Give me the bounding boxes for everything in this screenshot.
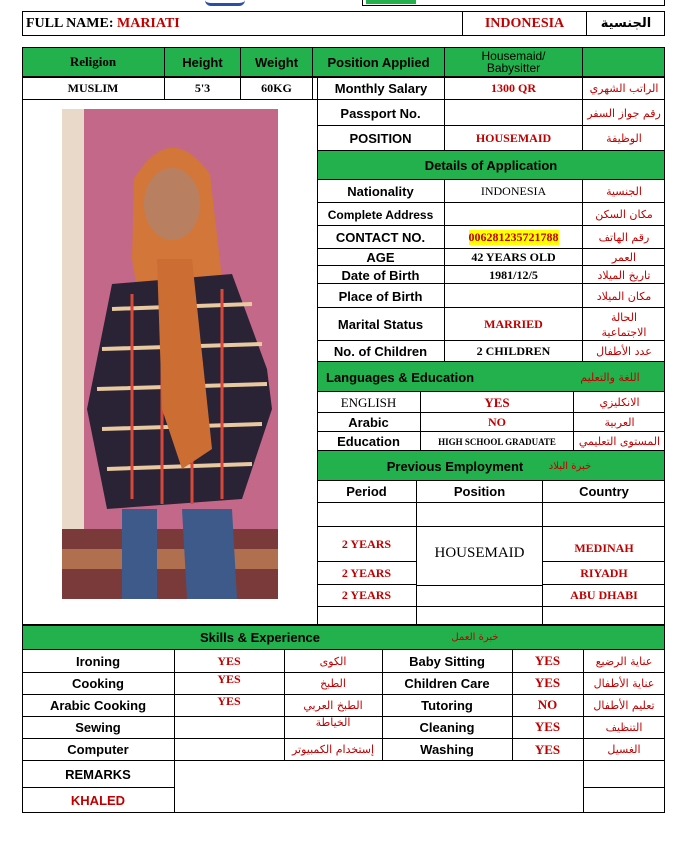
language-row <box>317 413 665 432</box>
nationality-header-value: INDONESIA <box>462 11 587 36</box>
skill-tutoring-value: NO <box>537 697 558 712</box>
languages-title: Languages & Education <box>326 369 475 385</box>
remarks-value: KHALED <box>70 792 126 808</box>
detail-row <box>317 203 665 226</box>
address-label: Complete Address <box>317 203 445 226</box>
height-value: 5'3 <box>165 77 241 100</box>
remarks-label: REMARKS <box>65 766 131 782</box>
employment-period: 2 YEARS <box>317 527 416 562</box>
full-name-cell <box>22 11 462 36</box>
passport-arabic: رقم جواز السفر <box>587 106 661 120</box>
details-grid <box>317 180 665 362</box>
skill-arabic-cooking-label: Arabic Cooking <box>49 697 147 713</box>
arabic-value: NO <box>421 413 574 432</box>
language-row <box>317 432 665 451</box>
skills-arabic: خبرة العمل <box>451 632 499 643</box>
pob-arabic: مكان الميلاد <box>596 289 652 303</box>
skill-sewing-value <box>174 716 284 738</box>
employment-country: MEDINAH <box>543 527 665 562</box>
header-position-applied: Position Applied <box>313 47 445 77</box>
skills-grid <box>22 650 665 761</box>
header-housemaid-babysitter: Housemaid/ Babysitter <box>445 47 583 77</box>
employment-header-period: Period <box>317 481 416 503</box>
arabic-label: Arabic <box>317 413 421 432</box>
detail-row <box>317 341 665 362</box>
full-name-value: MARIATI <box>117 15 180 31</box>
skill-cooking-label: Cooking <box>72 675 124 691</box>
languages-grid <box>317 392 665 451</box>
passport-label: Passport No. <box>317 100 445 126</box>
nationality-label: Nationality <box>317 180 445 203</box>
dob-value: 1981/12/5 <box>445 266 583 284</box>
skill-ironing-arabic: الكوى <box>319 654 347 668</box>
header-religion: Religion <box>22 47 165 77</box>
passport-value <box>445 100 583 126</box>
pob-value <box>445 284 583 308</box>
age-label: AGE <box>317 249 445 266</box>
nationality-arabic: الجنسية <box>606 185 642 198</box>
monthly-salary-label: Monthly Salary <box>317 77 445 100</box>
skill-ironing-label: Ironing <box>75 653 121 669</box>
remarks-divider-1 <box>174 761 175 813</box>
skill-ironing-value: YES <box>217 653 241 668</box>
languages-arabic: اللغة والتعليم <box>580 370 640 384</box>
skill-arabic-cooking-arabic: الطبخ العربي <box>303 698 363 712</box>
education-label: Education <box>317 432 421 451</box>
contact-value-cell <box>445 226 583 249</box>
skill-tutoring-label: Tutoring <box>421 697 473 713</box>
skill-baby-sitting-label: Baby Sitting <box>409 653 485 669</box>
nationality-header-arabic: الجنسية <box>600 16 652 31</box>
contact-label: CONTACT NO. <box>317 226 445 249</box>
skill-washing-value: YES <box>534 741 561 757</box>
education-arabic: المستوى التعليمي <box>578 435 661 448</box>
marital-arabic: الحالة الاجتماعية <box>601 310 647 339</box>
skill-cooking-arabic: الطبخ <box>320 676 346 690</box>
employment-header-country: Country <box>543 481 665 503</box>
skill-computer-label: Computer <box>67 742 129 757</box>
pob-label: Place of Birth <box>317 284 445 308</box>
skill-children-care-label: Children Care <box>404 675 490 691</box>
skill-cleaning-value: YES <box>534 719 561 734</box>
detail-row <box>317 284 665 308</box>
skill-baby-sitting-arabic: عناية الرضيع <box>595 654 653 668</box>
detail-row <box>317 226 665 249</box>
contact-value: 006281235721788 <box>468 230 559 244</box>
english-label: ENGLISH <box>317 392 421 413</box>
marital-label: Marital Status <box>317 308 445 341</box>
skill-tutoring-arabic: تعليم الأطفال <box>593 698 655 712</box>
skill-children-care-value: YES <box>534 675 561 690</box>
skill-cooking-value: YES <box>217 672 241 686</box>
religion-value: MUSLIM <box>22 77 165 100</box>
employment-arabic: خبرة البلاد <box>548 460 592 472</box>
position-value: HOUSEMAID <box>445 126 583 151</box>
skill-sewing-label: Sewing <box>75 719 121 735</box>
employment-title: Previous Employment <box>386 458 524 474</box>
language-row <box>317 392 665 413</box>
position-label: POSITION <box>317 126 445 151</box>
english-arabic: الانكليزي <box>599 396 640 409</box>
skill-baby-sitting-value: YES <box>534 653 561 668</box>
address-arabic: مكان السكن <box>595 208 653 221</box>
contact-arabic: رقم الهاتف <box>598 231 650 244</box>
monthly-salary-value: 1300 QR <box>445 77 583 100</box>
dob-arabic: تاريخ الميلاد <box>597 268 651 282</box>
employment-country: ABU DHABI <box>543 585 665 607</box>
age-arabic: العمر <box>611 251 637 264</box>
arabic-arabic: العربية <box>604 416 635 429</box>
children-label: No. of Children <box>317 341 445 362</box>
dob-label: Date of Birth <box>317 266 445 284</box>
employment-position: HOUSEMAID <box>434 545 525 561</box>
employment-country: RIYADH <box>543 562 665 585</box>
weight-value: 60KG <box>241 77 313 100</box>
skill-arabic-cooking-value: YES <box>217 694 241 708</box>
skills-header <box>22 625 665 650</box>
employment-period: 2 YEARS <box>317 585 416 607</box>
skill-computer-value <box>174 738 284 761</box>
skill-washing-label: Washing <box>420 742 474 757</box>
employment-blank-row <box>317 503 665 527</box>
detail-row <box>317 180 665 203</box>
top-banner-green <box>366 0 416 4</box>
employment-period: 2 YEARS <box>317 562 416 585</box>
applicant-photo-image <box>62 109 278 599</box>
skill-cleaning-arabic: التنظيف <box>605 720 643 734</box>
header-weight: Weight <box>241 47 313 77</box>
details-header: Details of Application <box>317 151 665 180</box>
detail-row <box>317 308 665 341</box>
english-value: YES <box>421 392 574 413</box>
remarks-row-line-right <box>583 787 665 788</box>
children-value: 2 CHILDREN <box>445 341 583 362</box>
detail-row <box>317 266 665 284</box>
address-value <box>445 203 583 226</box>
full-name-label: FULL NAME: <box>26 15 114 31</box>
employment-header-position: Position <box>417 481 542 503</box>
skills-title: Skills & Experience <box>200 630 320 645</box>
marital-value: MARRIED <box>445 308 583 341</box>
children-arabic: عدد الأطفال <box>596 345 652 358</box>
skill-computer-arabic: إستخدام الكمبيوتر <box>291 743 375 756</box>
skill-washing-arabic: الغسيل <box>607 743 641 756</box>
applicant-photo <box>62 109 278 599</box>
employment-position-line <box>417 585 542 607</box>
age-value: 42 YEARS OLD <box>445 249 583 266</box>
skill-children-care-arabic: عناية الأطفال <box>593 676 655 690</box>
education-value: HIGH SCHOOL GRADUATE <box>421 432 574 451</box>
skill-cleaning-label: Cleaning <box>419 719 475 735</box>
position-arabic: الوظيفة <box>606 132 642 145</box>
monthly-salary-arabic: الراتب الشهري <box>589 82 659 95</box>
nationality-value: INDONESIA <box>445 180 583 203</box>
logo-partial <box>205 0 245 6</box>
detail-row <box>317 249 665 266</box>
skill-sewing-arabic: الخياطة <box>315 716 351 729</box>
header-height: Height <box>165 47 241 77</box>
